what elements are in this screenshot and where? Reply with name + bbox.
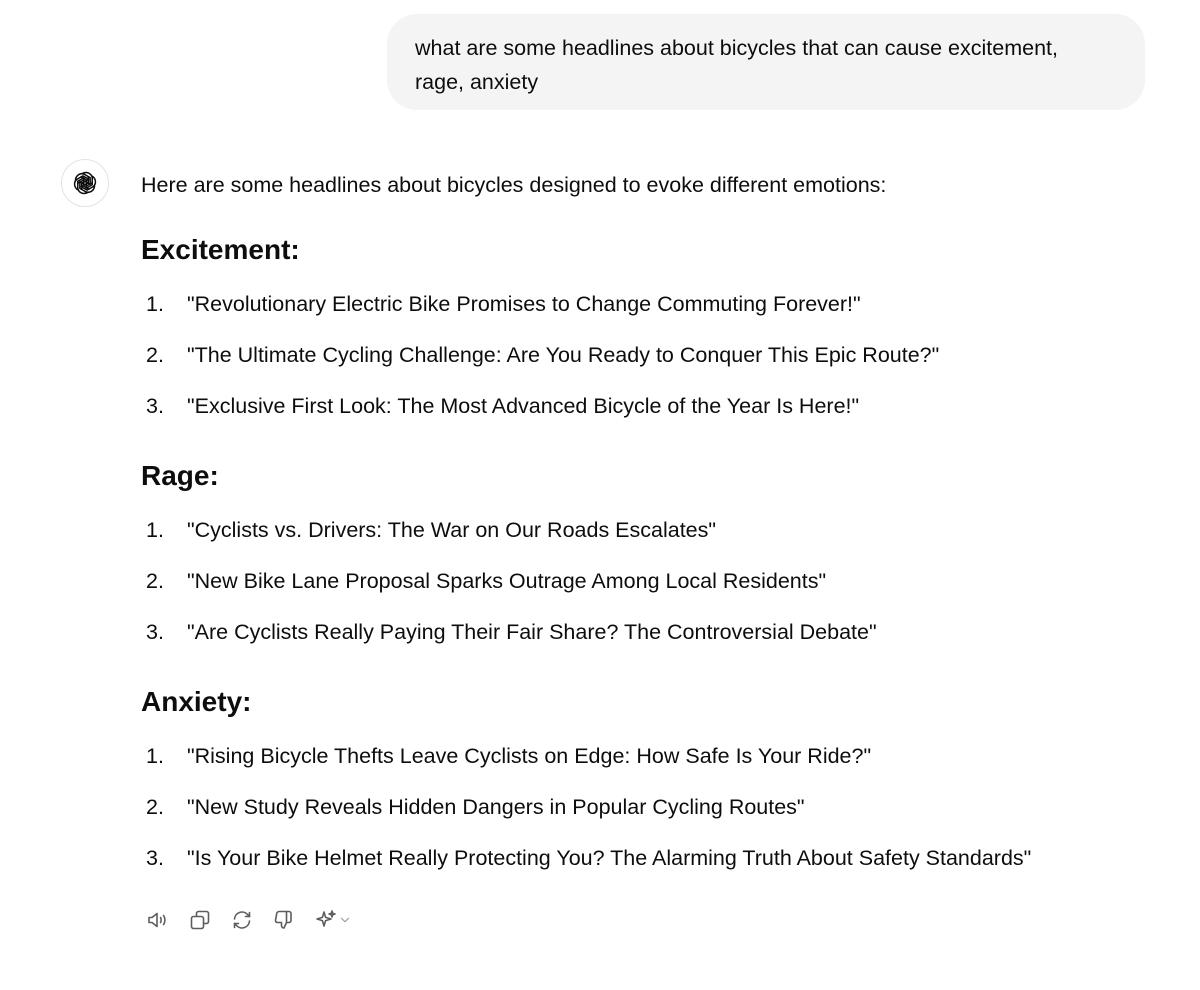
headline-text: "Is Your Bike Helmet Really Protecting You? The Alarming Truth About Safety Standards" — [187, 846, 1032, 870]
thumbs-down-button[interactable] — [267, 903, 301, 937]
list-number: 3. — [146, 620, 164, 644]
list-number: 1. — [146, 518, 164, 542]
section-title-excitement: Excitement: — [141, 234, 300, 265]
thumbs-down-icon — [272, 908, 296, 932]
headline-text: "Rising Bicycle Thefts Leave Cyclists on Edge: How Safe Is Your Ride?" — [187, 744, 872, 768]
openai-logo-icon — [71, 169, 99, 197]
headline-text: "The Ultimate Cycling Challenge: Are You Ready to Conquer This Epic Route?" — [187, 343, 940, 367]
read-aloud-icon — [146, 908, 170, 932]
headline-text: "Are Cyclists Really Paying Their Fair Share? The Controversial Debate" — [187, 620, 877, 644]
model-sparkle-icon — [314, 908, 338, 932]
list-number: 2. — [146, 795, 164, 819]
headline-text: "New Study Reveals Hidden Dangers in Popular Cycling Routes" — [187, 795, 805, 819]
list-number: 2. — [146, 343, 164, 367]
response-intro: Here are some headlines about bicycles designed to evoke different emotions: — [141, 173, 887, 197]
copy-icon — [188, 908, 212, 932]
regenerate-button[interactable] — [225, 903, 259, 937]
headline-text: "Revolutionary Electric Bike Promises to Change Commuting Forever!" — [187, 292, 861, 316]
headline-text: "Cyclists vs. Drivers: The War on Our Roads Escalates" — [187, 518, 717, 542]
user-message-line-2: rage, anxiety — [415, 70, 539, 94]
headline-text: "New Bike Lane Proposal Sparks Outrage Among Local Residents" — [187, 569, 827, 593]
headline-text: "Exclusive First Look: The Most Advanced Bicycle of the Year Is Here!" — [187, 394, 860, 418]
list-number: 1. — [146, 744, 164, 768]
chevron-down-icon — [338, 913, 352, 927]
list-number: 2. — [146, 569, 164, 593]
read-aloud-button[interactable] — [141, 903, 175, 937]
assistant-avatar — [61, 159, 109, 207]
list-number: 3. — [146, 846, 164, 870]
regenerate-icon — [230, 908, 254, 932]
user-message-line-1: what are some headlines about bicycles that can cause excitement, — [415, 36, 1058, 60]
model-switcher-button[interactable] — [309, 903, 357, 937]
section-title-rage: Rage: — [141, 460, 219, 491]
section-title-anxiety: Anxiety: — [141, 686, 252, 717]
copy-button[interactable] — [183, 903, 217, 937]
user-message-bubble — [387, 14, 1145, 110]
list-number: 3. — [146, 394, 164, 418]
message-action-bar — [141, 903, 365, 937]
list-number: 1. — [146, 292, 164, 316]
